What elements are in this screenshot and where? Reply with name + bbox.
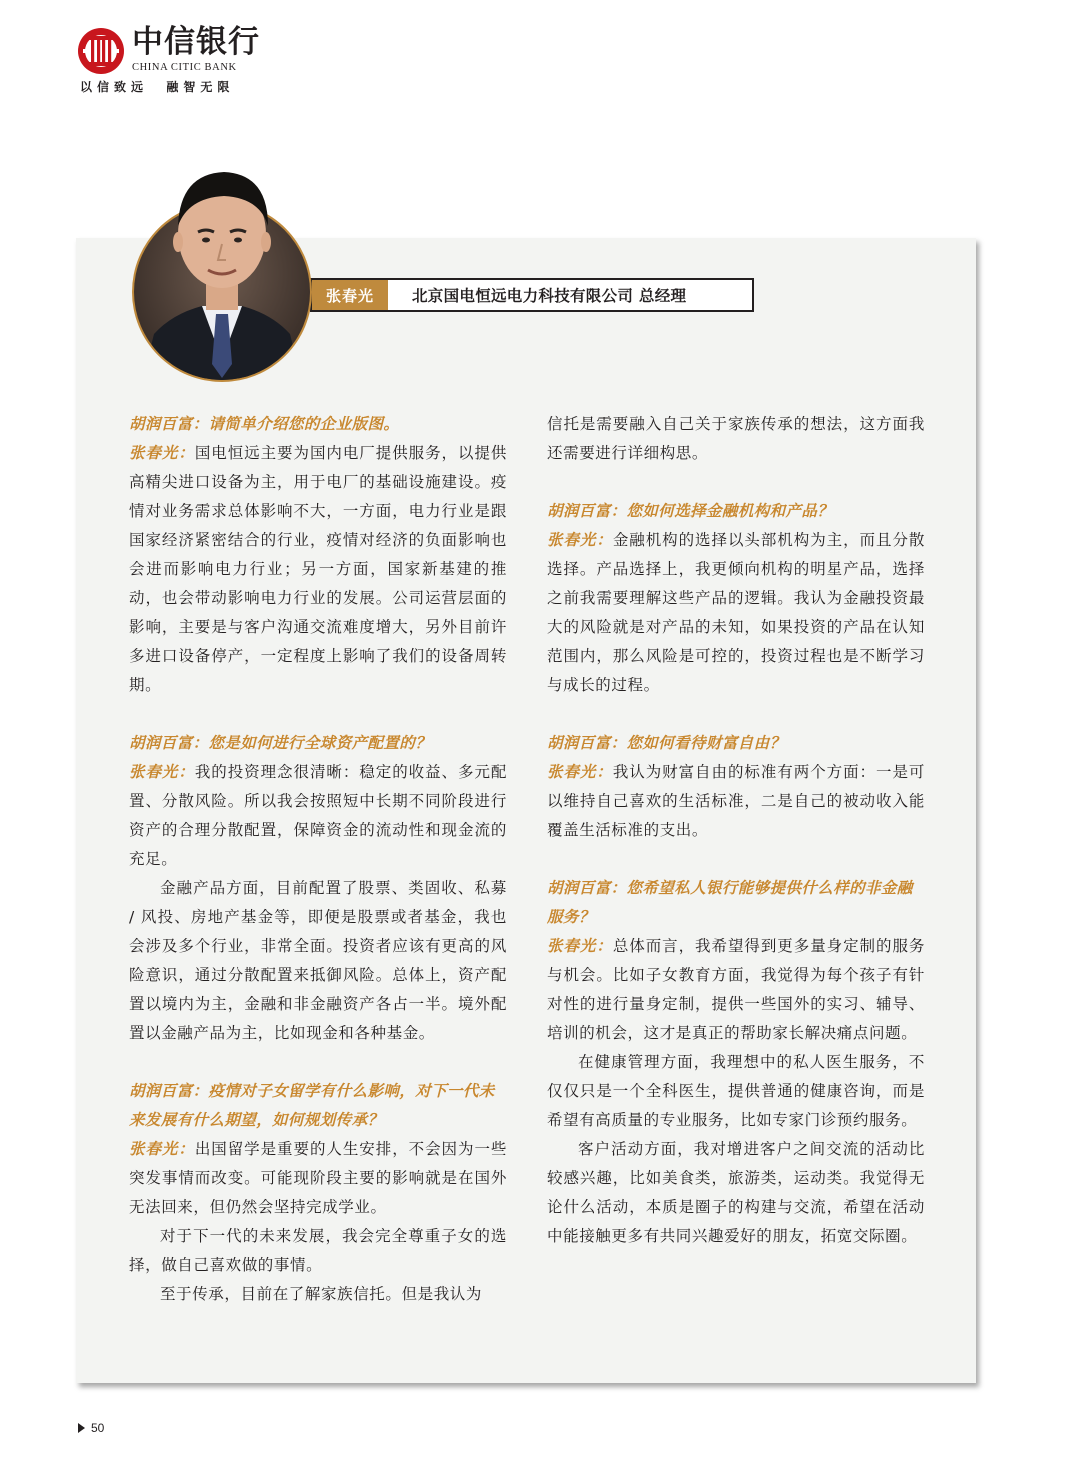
bank-name-chinese: 中信银行: [132, 24, 260, 60]
answer-2-text: 我的投资理念很清晰：稳定的收益、多元配置、分散风险。所以我会按照短中长期不同阶段进行资产的合理分散配置，保障资金的流动性和现金流的充足。: [129, 763, 508, 868]
answer-4: [547, 526, 925, 700]
answer-5-text: 我认为财富自由的标准有两个方面：一是可以维持自己喜欢的生活标准，二是自己的被动收入能覆盖生活标准的支出。: [547, 763, 926, 839]
answer-6-paragraph-3: 客户活动方面，我对增进客户之间交流的活动比较感兴趣，比如美食类，旅游类，运动类。我觉得无论什么活动，本质是圈子的构建与交流，希望在活动中能接触更多有共同兴趣爱好的朋友，拓宽交际圈。: [547, 1140, 925, 1245]
answer-5: [547, 758, 925, 845]
question-1: 胡润百富：请简单介绍您的企业版图。: [129, 415, 400, 433]
answer-6-paragraph-2: 在健康管理方面，我理想中的私人医生服务，不仅仅只是一个全科医生，提供普通的健康咨询，而是希望有高质量的专业服务，比如专家门诊预约服务。: [547, 1053, 925, 1129]
question-4: 胡润百富：您如何选择金融机构和产品？: [547, 502, 834, 520]
answer-3-continued: 信托是需要融入自己关于家族传承的想法，这方面我还需要进行详细构思。: [547, 415, 925, 462]
bank-name-english: CHINA CITIC BANK: [132, 62, 237, 73]
answer-3-paragraph-2: 对于下一代的未来发展，我会完全尊重子女的选择，做自己喜欢做的事情。: [129, 1227, 507, 1274]
answer-1-text: 国电恒远主要为国内电厂提供服务，以提供高精尖进口设备为主，用于电厂的基础设施建设。疫情对业务需求总体影响不大，一方面，电力行业是跟国家经济紧密结合的行业，疫情对经济的负面影响也会进而影响电力行业；另一方面，国家新基建的推动，也会带动影响电力行业的发展。公司运营层面的影响，主要是与客户沟通交流难度增大，另外目前许多进口设备停产，一定程度上影响了我们的设备周转期。: [129, 444, 508, 694]
answer-3-text: 出国留学是重要的人生安排，不会因为一些突发事情而改变。可能现阶段主要的影响就是在国外无法回来，但仍然会坚持完成学业。: [129, 1140, 508, 1216]
citic-bank-logo: [74, 22, 264, 102]
left-column: [129, 410, 507, 1309]
speaker-label: 张春光：: [547, 763, 613, 781]
speaker-label: 张春光：: [547, 531, 613, 549]
answer-1: [129, 439, 507, 700]
page-number-text: 50: [91, 1421, 105, 1435]
interviewee-name-bar: [310, 278, 754, 312]
answer-4-text: 金融机构的选择以头部机构为主，而且分散选择。产品选择上，我更倾向机构的明星产品，选择之前我需要理解这些产品的逻辑。我认为金融投资最大的风险就是对产品的未知，如果投资的产品在认知范围内，那么风险是可控的，投资过程也是不断学习与成长的过程。: [547, 531, 926, 694]
question-2: 胡润百富：您是如何进行全球资产配置的？: [129, 734, 432, 752]
citic-logo-icon: [76, 26, 126, 76]
speaker-label: 张春光：: [129, 1140, 195, 1158]
page-number: [78, 1421, 104, 1435]
answer-3-paragraph-3: 至于传承，目前在了解家族信托。但是我认为: [160, 1285, 483, 1303]
question-3: 胡润百富：疫情对子女留学有什么影响，对下一代未来发展有什么期望，如何规划传承？: [129, 1082, 495, 1129]
speaker-label: 张春光：: [129, 763, 195, 781]
interviewee-portrait: [132, 164, 312, 382]
speaker-label: 张春光：: [129, 444, 195, 462]
right-column: [547, 410, 925, 1251]
answer-6-text: 总体而言，我希望得到更多量身定制的服务与机会。比如子女教育方面，我觉得为每个孩子有针对性的进行量身定制，提供一些国外的实习、辅导、培训的机会，这才是真正的帮助家长解决痛点问题。: [547, 937, 926, 1042]
interviewee-name: 张春光: [312, 280, 388, 310]
triangle-right-icon: [78, 1423, 85, 1433]
answer-2: [129, 758, 507, 874]
answer-6: [547, 932, 925, 1048]
answer-2-paragraph-2: 金融产品方面，目前配置了股票、类固收、私募 / 风投、房地产基金等，即便是股票或者基金，我也会涉及多个行业，非常全面。投资者应该有更高的风险意识，通过分散配置来抵御风险。总体上，资产配置以境内为主，金融和非金融资产各占一半。境外配置以金融产品为主，比如现金和各种基金。: [129, 879, 507, 1042]
interviewee-company-title: 北京国电恒远电力科技有限公司 总经理: [412, 287, 687, 305]
question-5: 胡润百富：您如何看待财富自由？: [547, 734, 786, 752]
speaker-label: 张春光：: [547, 937, 613, 955]
answer-3: [129, 1135, 507, 1222]
bank-slogan: 以信致远 融智无限: [80, 80, 235, 94]
question-6: 胡润百富：您希望私人银行能够提供什么样的非金融服务？: [547, 879, 913, 926]
